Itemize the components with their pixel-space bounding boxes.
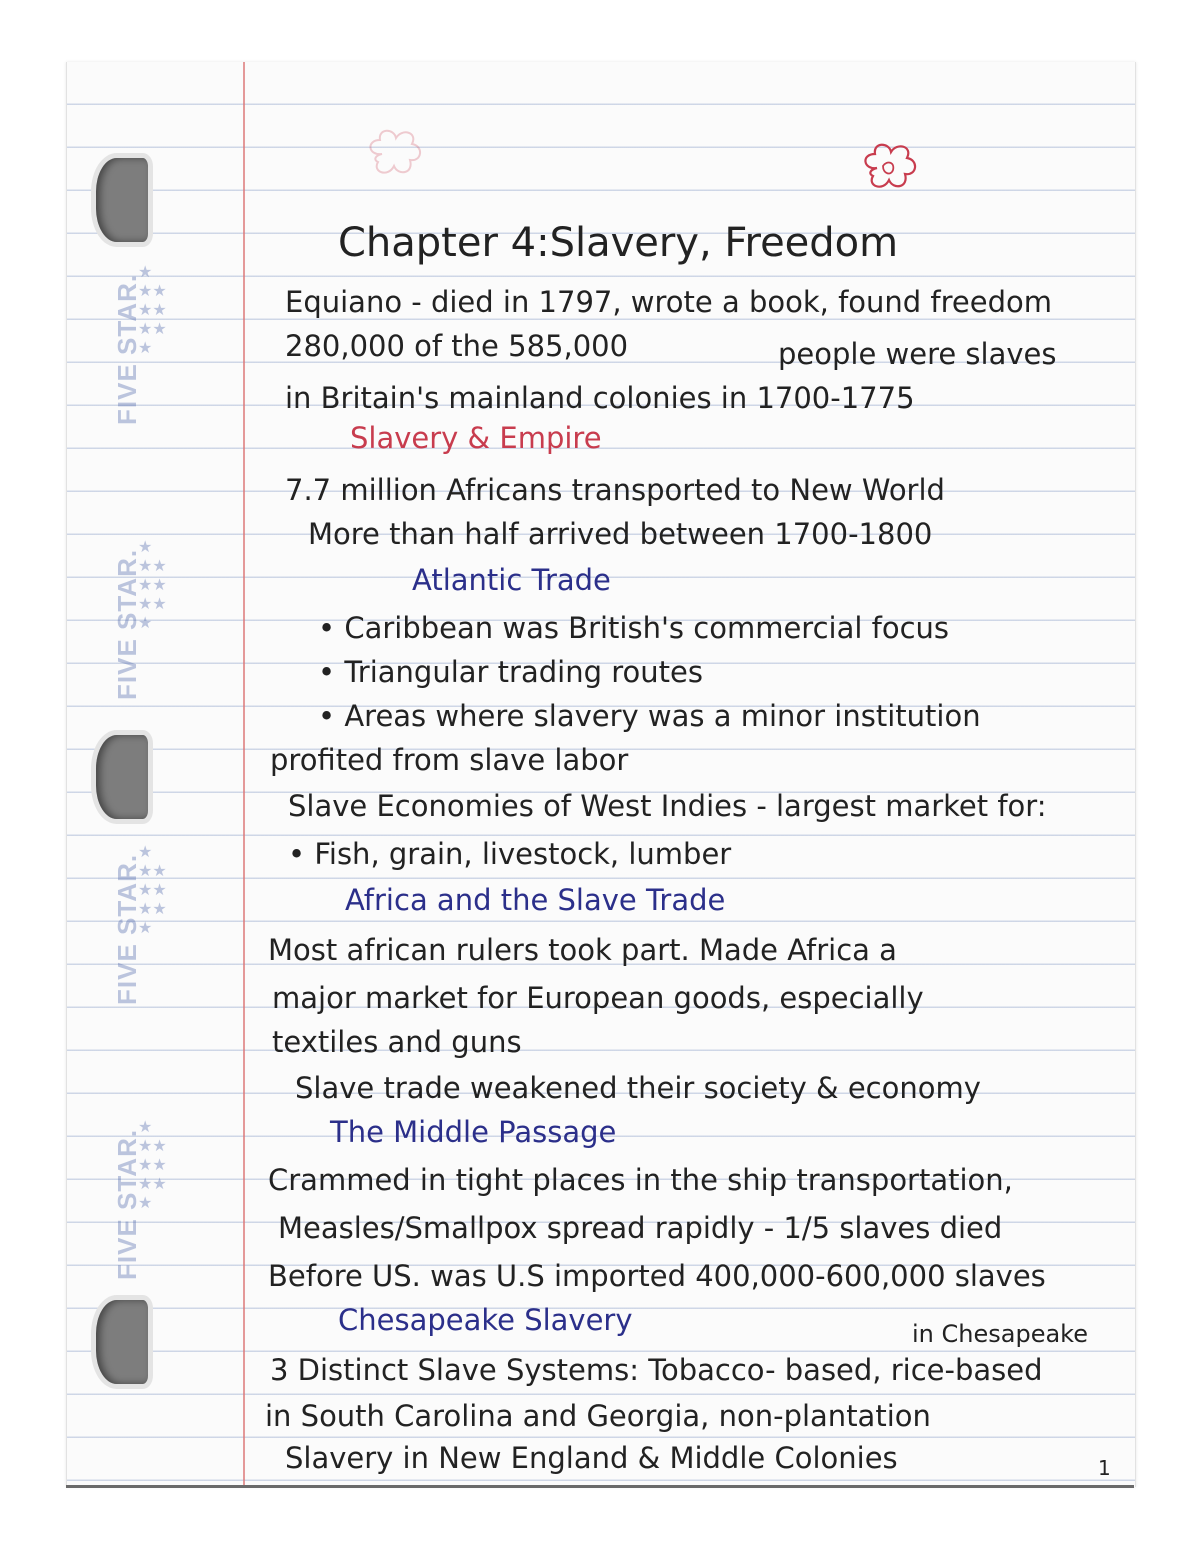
note-line: 3 Distinct Slave Systems: Tobacco- based, rice-based <box>270 1353 1043 1387</box>
brand-watermark <box>98 250 168 425</box>
brand-label: FIVE STAR. <box>112 548 142 700</box>
binder-hole-middle <box>96 735 148 819</box>
note-line: people were slaves <box>778 337 1057 371</box>
section-heading: Chesapeake Slavery <box>338 1303 633 1337</box>
brand-watermark <box>98 830 168 1005</box>
note-line: Crammed in tight places in the ship transportation, <box>268 1163 1013 1197</box>
margin-line <box>243 62 245 1487</box>
note-line: Before US. was U.S imported 400,000-600,000 slaves <box>268 1259 1046 1293</box>
note-line: profited from slave labor <box>270 743 629 777</box>
binder-hole-bottom <box>96 1300 148 1384</box>
note-line: 280,000 of the 585,000 <box>285 329 629 363</box>
brand-stars-icon: ★ ★★ ★★ ★★ ★ <box>138 1117 167 1212</box>
binder-hole-top <box>96 158 148 242</box>
note-line: in Britain's mainland colonies in 1700-1775 <box>285 381 915 415</box>
note-line: Slavery in New England & Middle Colonies <box>285 1441 898 1475</box>
note-line: Measles/Smallpox spread rapidly - 1/5 slaves died <box>278 1211 1003 1245</box>
flower-doodle-icon <box>360 126 430 186</box>
brand-stars-icon: ★ ★★ ★★ ★★ ★ <box>138 537 167 632</box>
brand-stars-icon: ★ ★★ ★★ ★★ ★ <box>138 262 167 357</box>
note-line: Most african rulers took part. Made Africa a <box>268 933 897 967</box>
brand-watermark <box>98 525 168 700</box>
bullet-item: • Fish, grain, livestock, lumber <box>288 837 732 871</box>
note-line: 7.7 million Africans transported to New World <box>285 473 945 507</box>
page-number: 1 <box>1098 1456 1111 1480</box>
section-heading: Atlantic Trade <box>412 563 611 597</box>
note-line: in South Carolina and Georgia, non-plantation <box>265 1399 931 1433</box>
bullet-item: • Triangular trading routes <box>318 655 703 689</box>
note-line: More than half arrived between 1700-1800 <box>308 517 933 551</box>
section-heading: The Middle Passage <box>330 1115 617 1149</box>
section-heading: Africa and the Slave Trade <box>345 883 726 917</box>
page-bottom-edge <box>66 1485 1134 1488</box>
note-line: major market for European goods, especially <box>272 981 924 1015</box>
note-line: textiles and guns <box>272 1025 522 1059</box>
note-aside: in Chesapeake <box>912 1320 1088 1348</box>
brand-label: FIVE STAR. <box>112 1128 142 1280</box>
brand-watermark <box>98 1105 168 1280</box>
bullet-item: • Caribbean was British's commercial focus <box>318 611 950 645</box>
brand-stars-icon: ★ ★★ ★★ ★★ ★ <box>138 842 167 937</box>
section-heading: Slavery & Empire <box>350 421 602 455</box>
brand-label: FIVE STAR. <box>112 273 142 425</box>
flower-doodle-icon <box>855 140 925 200</box>
chapter-title: Chapter 4:Slavery, Freedom <box>338 220 899 266</box>
note-line: Slave trade weakened their society & economy <box>295 1071 981 1105</box>
note-line: Equiano - died in 1797, wrote a book, found freedom <box>285 285 1052 319</box>
brand-label: FIVE STAR. <box>112 853 142 1005</box>
bullet-item: • Areas where slavery was a minor institution <box>318 699 981 733</box>
note-line: Slave Economies of West Indies - largest market for: <box>288 789 1047 823</box>
